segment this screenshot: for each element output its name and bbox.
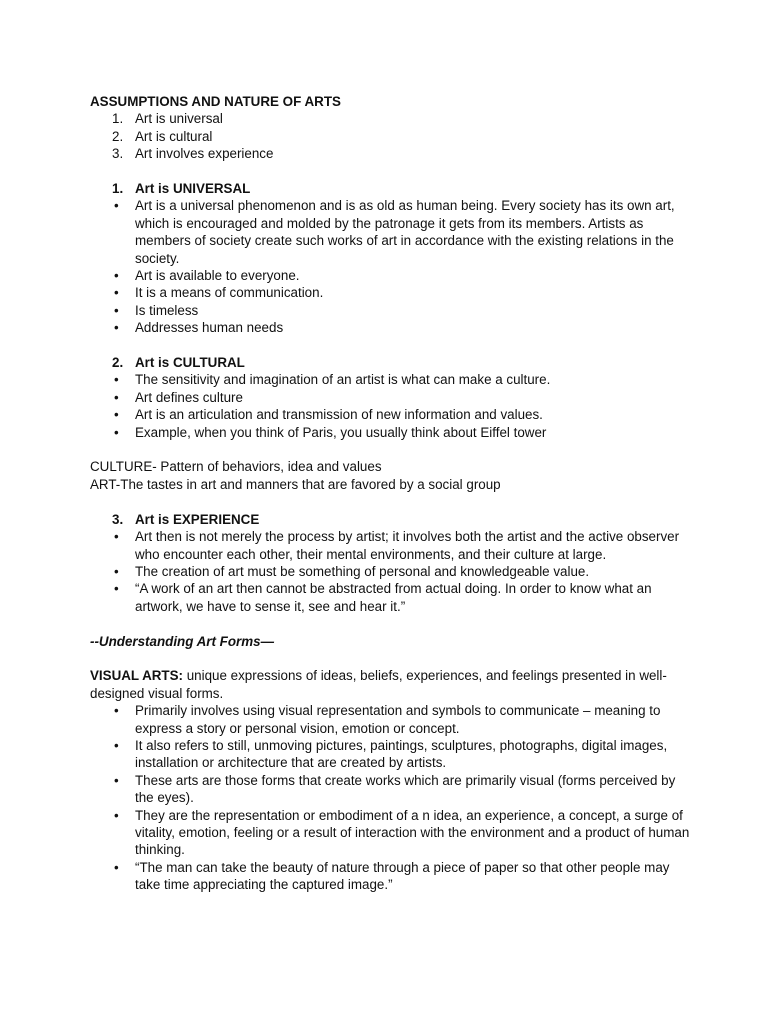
bullet-item: • Primarily involves using visual representation and symbols to communicate – meaning to express a story or personal vision, emotion or concept. — [114, 703, 661, 736]
list-item: 3. Art involves experience — [112, 146, 274, 162]
section-heading-cultural: 2. Art is CULTURAL — [112, 355, 245, 371]
section-heading-universal: 1. Art is UNIVERSAL — [112, 181, 251, 197]
bullet-item: • Is timeless — [114, 302, 199, 318]
list-item: 2. Art is cultural — [112, 128, 213, 144]
document-title: ASSUMPTIONS AND NATURE OF ARTS — [90, 94, 341, 109]
definition-culture: CULTURE- Pattern of behaviors, idea and values — [90, 459, 382, 475]
bullet-item: • It is a means of communication. — [114, 285, 324, 301]
bullet-item: • The creation of art must be something of personal and knowledgeable value. — [114, 563, 590, 579]
visual-arts-bullets — [90, 702, 690, 893]
bullet-item: • Art is a universal phenomenon and is as old as human being. Every society has its own art, which is encouraged and molded by the patronage it gets from its members. Artists as members of society create such works of art in accordance with the existing relations in the society. — [114, 198, 675, 266]
bullet-item: • It also refers to still, unmoving pictures, paintings, sculptures, photographs, digital images, installation or architecture that are created by artists. — [114, 737, 668, 771]
bullet-item: • Art is available to everyone. — [114, 268, 300, 284]
art-forms-heading: --Understanding Art Forms— — [90, 633, 274, 649]
section-bullets-universal — [90, 197, 690, 336]
bullet-item: • Art then is not merely the process by artist; it involves both the artist and the active observer who encounter each other, their mental environments, and their culture at large. — [114, 529, 680, 562]
section-heading-experience: 3. Art is EXPERIENCE — [112, 511, 260, 527]
bullet-item: • Art defines culture — [114, 389, 243, 405]
intro-list — [90, 110, 690, 162]
document-page — [90, 93, 690, 894]
section-bullets-cultural — [90, 371, 690, 441]
bullet-item: • Art is an articulation and transmission of new information and values. — [114, 407, 543, 423]
bullet-item: • They are the representation or embodiment of a n idea, an experience, a concept, a surge of vitality, emotion, feeling or a result of interaction with the environment and a product of human thinking. — [114, 807, 690, 858]
definition-art: ART-The tastes in art and manners that are favored by a social group — [90, 476, 501, 492]
visual-arts-definition: VISUAL ARTS: unique expressions of ideas, beliefs, experiences, and feelings presented in well-designed visual forms. — [90, 668, 667, 701]
bullet-item: • “A work of an art then cannot be abstracted from actual doing. In order to know what an artwork, we have to sense it, see and hear it.” — [114, 581, 652, 614]
visual-arts-label: VISUAL ARTS: — [90, 668, 183, 684]
bullet-item: • Example, when you think of Paris, you usually think about Eiffel tower — [114, 424, 547, 440]
section-bullets-experience — [90, 528, 690, 615]
bullet-item: • These arts are those forms that create works which are primarily visual (forms perceived by the eyes). — [114, 772, 676, 806]
list-item: 1. Art is universal — [112, 111, 223, 127]
bullet-item: • Addresses human needs — [114, 320, 284, 336]
bullet-item: • “The man can take the beauty of nature through a piece of paper so that other people may take time appreciating the captured image.” — [114, 859, 670, 893]
bullet-item: • The sensitivity and imagination of an artist is what can make a culture. — [114, 372, 551, 388]
